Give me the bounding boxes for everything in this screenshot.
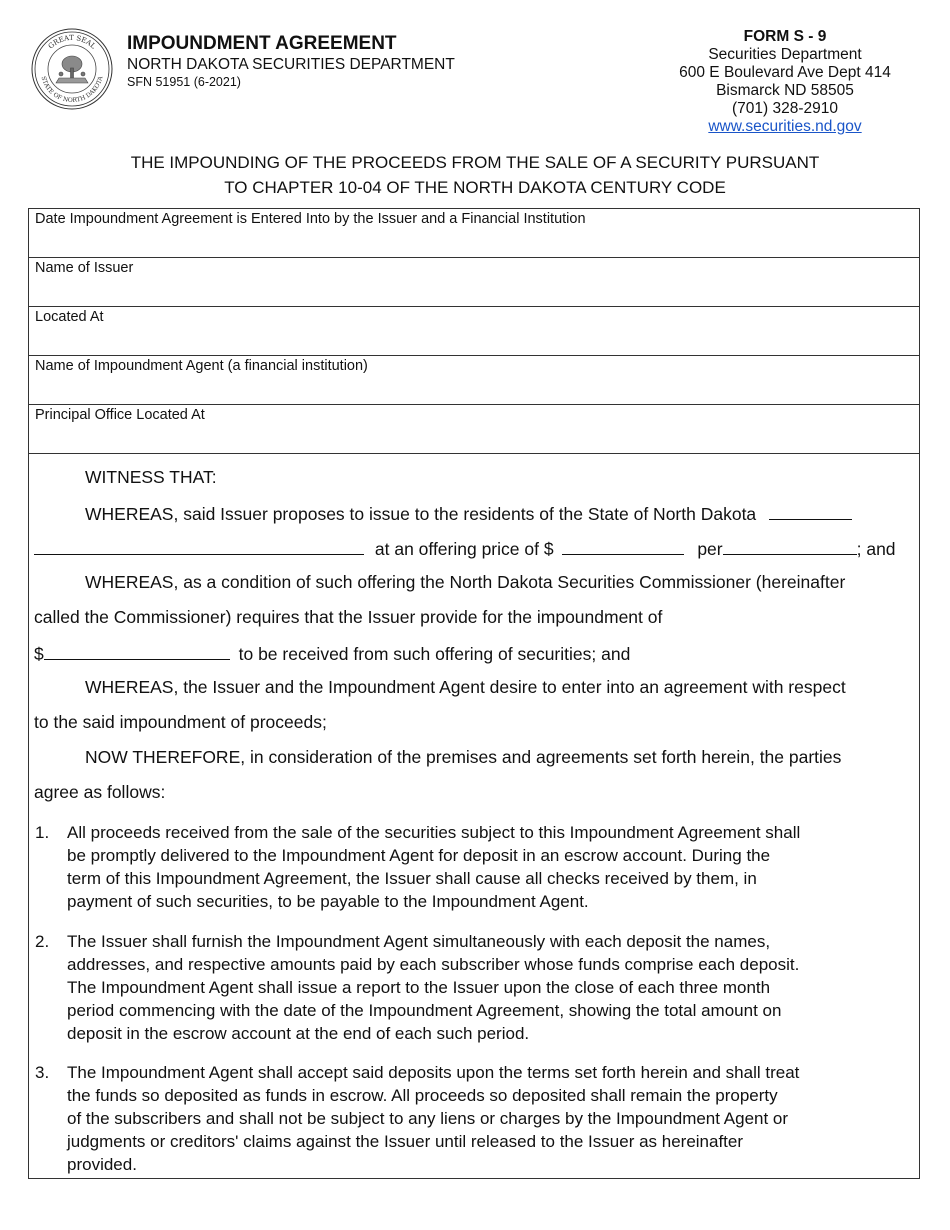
field-label: Principal Office Located At bbox=[35, 407, 205, 423]
item-line: period commencing with the date of the Impoundment Agreement, showing the total amount on bbox=[67, 1001, 782, 1020]
securities-type-blank[interactable] bbox=[34, 537, 364, 555]
item-line: deposit in the escrow account at the end of each such period. bbox=[67, 1024, 530, 1043]
office-name: Securities Department bbox=[708, 46, 862, 63]
witness-heading: WITNESS THAT: bbox=[85, 467, 217, 487]
offering-price-label: at an offering price of $ bbox=[374, 539, 554, 559]
now-therefore-line-1: NOW THEREFORE, in consideration of the premises and agreements set forth herein, the parties bbox=[85, 747, 842, 767]
whereas-1-line-1 bbox=[85, 502, 852, 524]
sfn-number: SFN 51951 (6-2021) bbox=[127, 75, 241, 89]
item-number: 3. bbox=[35, 1063, 50, 1082]
item-line: The Issuer shall furnish the Impoundment Agent simultaneously with each deposit the names, bbox=[67, 932, 771, 951]
form-id: FORM S - 9 bbox=[743, 28, 827, 45]
item-line: provided. bbox=[67, 1155, 137, 1174]
office-address: 600 E Boulevard Ave Dept 414 bbox=[679, 64, 891, 81]
item-line: payment of such securities, to be payable to the Impoundment Agent. bbox=[67, 892, 589, 911]
office-city: Bismarck ND 58505 bbox=[716, 82, 854, 99]
agreement-date-field[interactable] bbox=[29, 209, 919, 258]
whereas-1-text: WHEREAS, said Issuer proposes to issue to the residents of the State of North Dakota bbox=[85, 504, 757, 524]
website-link[interactable]: www.securities.nd.gov bbox=[708, 118, 862, 135]
whereas-1-line-2 bbox=[34, 537, 896, 559]
agreement-form bbox=[28, 208, 920, 1179]
issuer-location-field[interactable] bbox=[29, 307, 919, 356]
and-label: ; and bbox=[856, 539, 896, 559]
item-number: 2. bbox=[35, 932, 50, 951]
whereas-2-line-1: WHEREAS, as a condition of such offering the North Dakota Securities Commissioner (hereinafter bbox=[85, 572, 846, 592]
field-label: Name of Issuer bbox=[35, 260, 134, 276]
securities-description-blank[interactable] bbox=[769, 502, 852, 520]
form-header bbox=[127, 33, 455, 90]
form-subtitle bbox=[28, 150, 922, 200]
impoundment-amount-blank[interactable] bbox=[44, 642, 230, 660]
whereas-3-line-1: WHEREAS, the Issuer and the Impoundment Agent desire to enter into an agreement with respect bbox=[85, 677, 846, 697]
item-line: be promptly delivered to the Impoundment Agent for deposit in an escrow account. During the bbox=[67, 846, 771, 865]
issuer-name-field[interactable] bbox=[29, 258, 919, 307]
impoundment-agent-name-field[interactable] bbox=[29, 356, 919, 405]
item-line: addresses, and respective amounts paid by each subscriber whose funds comprise each deposit. bbox=[67, 955, 800, 974]
office-phone: (701) 328-2910 bbox=[732, 100, 838, 117]
subtitle-line-2: TO CHAPTER 10-04 OF THE NORTH DAKOTA CENTURY CODE bbox=[224, 178, 726, 197]
whereas-2-text: to be received from such offering of securities; and bbox=[238, 644, 631, 664]
svg-text:STATE OF NORTH DAKOTA: STATE OF NORTH DAKOTA bbox=[39, 75, 105, 105]
agreement-item-1 bbox=[35, 821, 885, 913]
item-line: The Impoundment Agent shall issue a report to the Issuer upon the close of each three month bbox=[67, 978, 771, 997]
dollar-sign: $ bbox=[34, 644, 44, 664]
per-label: per bbox=[697, 539, 723, 559]
department-name: NORTH DAKOTA SECURITIES DEPARTMENT bbox=[127, 56, 455, 73]
great-seal-logo bbox=[31, 28, 113, 110]
item-line: of the subscribers and shall not be subject to any liens or charges by the Impoundment Agent or bbox=[67, 1109, 789, 1128]
field-label: Date Impoundment Agreement is Entered Into by the Issuer and a Financial Institution bbox=[35, 211, 586, 227]
agreement-item-2 bbox=[35, 930, 885, 1045]
principal-office-field[interactable] bbox=[29, 405, 919, 454]
svg-text:GREAT SEAL: GREAT SEAL bbox=[46, 33, 98, 51]
contact-block bbox=[640, 28, 930, 136]
item-line: judgments or creditors' claims against the Issuer until released to the Issuer as hereinafter bbox=[67, 1132, 744, 1151]
agreement-item-3 bbox=[35, 1061, 885, 1176]
item-line: All proceeds received from the sale of the securities subject to this Impoundment Agreement shall bbox=[67, 823, 801, 842]
item-line: the funds so deposited as funds in escrow. All proceeds so deposited shall remain the property bbox=[67, 1086, 778, 1105]
per-unit-blank[interactable] bbox=[723, 537, 857, 555]
item-line: The Impoundment Agent shall accept said deposits upon the terms set forth herein and shall treat bbox=[67, 1063, 800, 1082]
now-therefore-line-2: agree as follows: bbox=[34, 782, 166, 802]
offering-price-blank[interactable] bbox=[562, 537, 684, 555]
whereas-2-line-3 bbox=[34, 642, 630, 664]
field-label: Located At bbox=[35, 309, 104, 325]
item-number: 1. bbox=[35, 823, 50, 842]
item-line: term of this Impoundment Agreement, the Issuer shall cause all checks received by them, in bbox=[67, 869, 757, 888]
field-label: Name of Impoundment Agent (a financial institution) bbox=[35, 358, 368, 374]
whereas-2-line-2: called the Commissioner) requires that the Issuer provide for the impoundment of bbox=[34, 607, 663, 627]
form-title: IMPOUNDMENT AGREEMENT bbox=[127, 33, 397, 54]
subtitle-line-1: THE IMPOUNDING OF THE PROCEEDS FROM THE SALE OF A SECURITY PURSUANT bbox=[130, 153, 820, 172]
whereas-3-line-2: to the said impoundment of proceeds; bbox=[34, 712, 327, 732]
